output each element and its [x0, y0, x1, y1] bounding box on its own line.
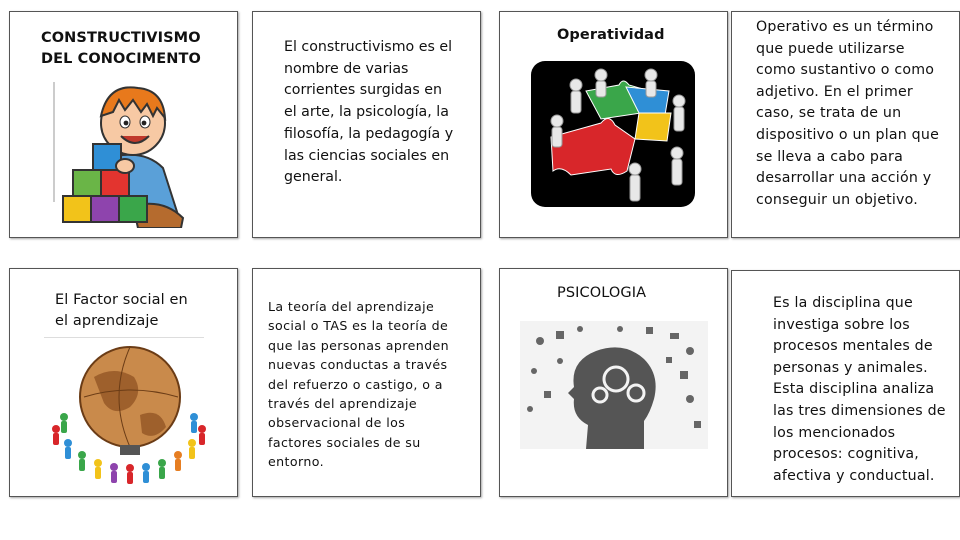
- card-factor-social-title: [9, 268, 238, 497]
- card-psicologia-text: [731, 270, 960, 497]
- child-blocks-illustration-icon: [53, 78, 193, 228]
- card-text: Es la disciplina que investiga sobre los procesos mentales de personas y animales. Esta disciplina analiza las tres dimensiones de los mencionados procesos: cognitiva, afectiva y conductual.: [773, 295, 946, 484]
- card-title: PSICOLOGIA: [557, 285, 647, 301]
- card-title: CONSTRUCTIVISMO DEL CONOCIMENTO: [41, 30, 201, 67]
- card-operatividad-text: [731, 11, 960, 238]
- head-gears-image-icon: [520, 321, 708, 449]
- card-title: El Factor social en el aprendizaje: [55, 292, 188, 329]
- card-constructivismo-text: [252, 11, 481, 238]
- card-psicologia-title: [499, 268, 728, 497]
- card-title: Operatividad: [557, 27, 665, 43]
- card-factor-social-text: [252, 268, 481, 497]
- globe-game-pieces-image-icon: [44, 337, 209, 487]
- card-text: Operativo es un término que puede utilizarse como sustantivo o como adjetivo. En el primer caso, se trata de un dispositivo o un plan que se lleva a cabo para desarrollar una acción y conseguir un objetivo.: [756, 19, 940, 208]
- card-constructivismo-title: [9, 11, 238, 238]
- puzzle-teamwork-image-icon: [531, 61, 695, 207]
- card-operatividad-title: [499, 11, 728, 238]
- card-text: La teoría del aprendizaje social o TAS es la teoría de que las personas aprenden nuevas conductas a través del refuerzo o castigo, o a través del aprendizaje observacional de los factores sociales de su entorno.: [268, 299, 450, 470]
- card-text: El constructivismo es el nombre de varias corrientes surgidas en el arte, la psicología, la filosofía, la pedagogía y las ciencias sociales en general.: [284, 39, 454, 186]
